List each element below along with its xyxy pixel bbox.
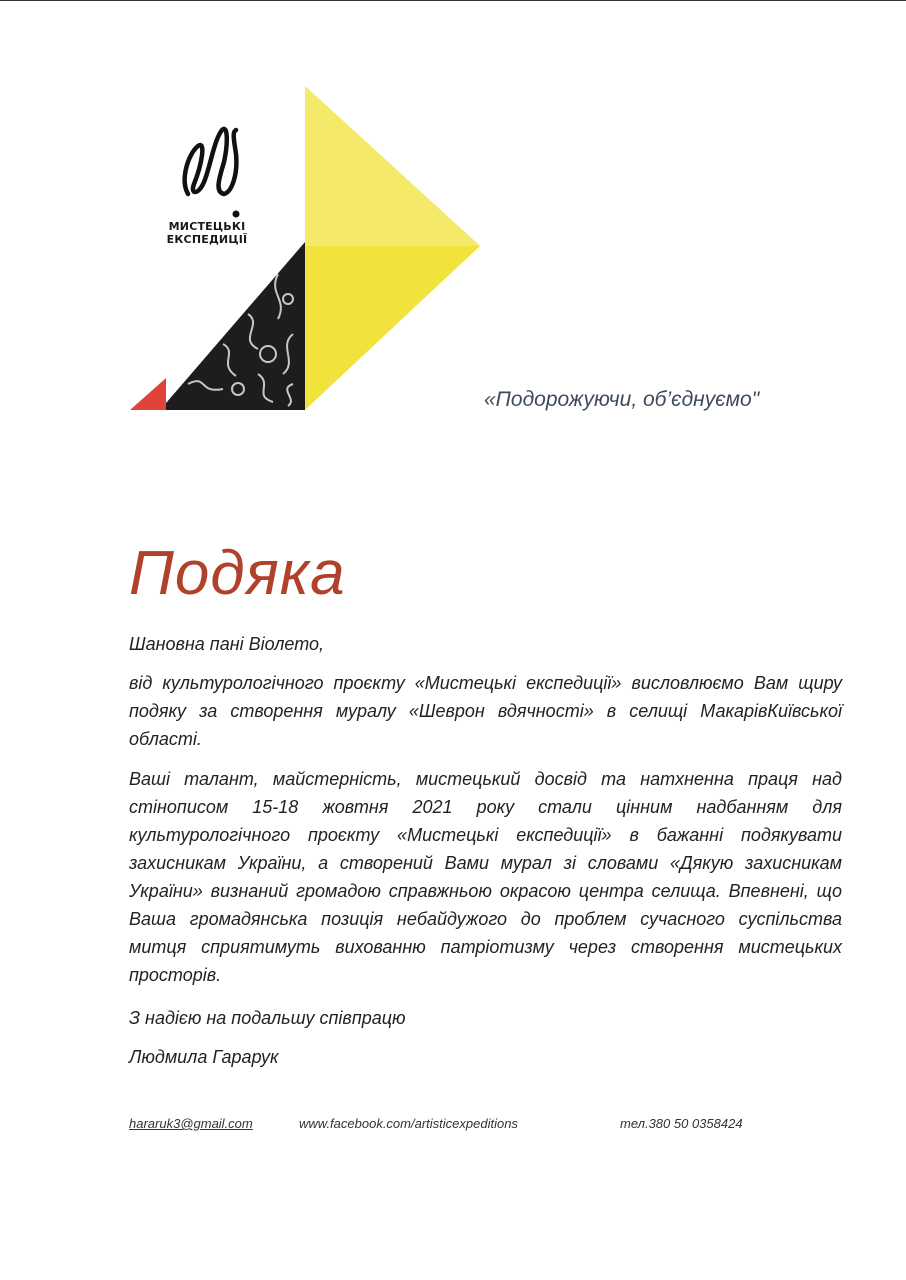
red-corner-triangle <box>130 378 166 410</box>
top-border <box>0 0 906 1</box>
m-logo-dot <box>233 211 240 218</box>
email-link[interactable]: hararuk3@gmail.com <box>129 1116 253 1131</box>
m-logo-mark <box>185 129 237 194</box>
phone-number: тел.380 50 0358424 <box>620 1116 743 1131</box>
logo-graphic <box>128 84 488 414</box>
motto-text: «Подорожуючи, об’єднуємо" <box>484 388 760 411</box>
signature: Людмила Гарарук <box>129 1047 279 1067</box>
salutation: Шановна пані Віолето, <box>129 634 325 654</box>
letter-title: Подяка <box>129 539 346 608</box>
paragraph-details: Ваші талант, майстерність, мистецький досвід та натхненна праця над стінописом 15-18 жовтня 2021 року стали цінним надбанням для культурологічного проєкту «Мистецькі експедиції» в бажанні подякувати захисникам України, а створений Вами мурал зі словами «Дякую захисникам України» визнаний громадою справжньою окрасою центра селища. Впевнені, що Ваша громадянська позиція небайдужого до проблем сучасного суспільства митця сприятимуть вихованню патріотизму через створення мистецьких просторів. <box>129 769 842 985</box>
paragraph-thanks: від культурологічного проєкту «Мистецькі експедиції» висловлюємо Вам щиру подяку за створення муралу «Шеврон вдячності» в селищі МакарівКиївської області. <box>129 673 842 749</box>
closing-line: З надією на подальшу співпрацю <box>129 1008 406 1028</box>
yellow-triangle-top-facet <box>305 86 480 246</box>
header-logo-block <box>128 84 488 414</box>
brand-name: МИСТЕЦЬКІ ЕКСПЕДИЦІЇ <box>166 220 248 246</box>
facebook-link[interactable]: www.facebook.com/artisticexpeditions <box>299 1116 518 1131</box>
